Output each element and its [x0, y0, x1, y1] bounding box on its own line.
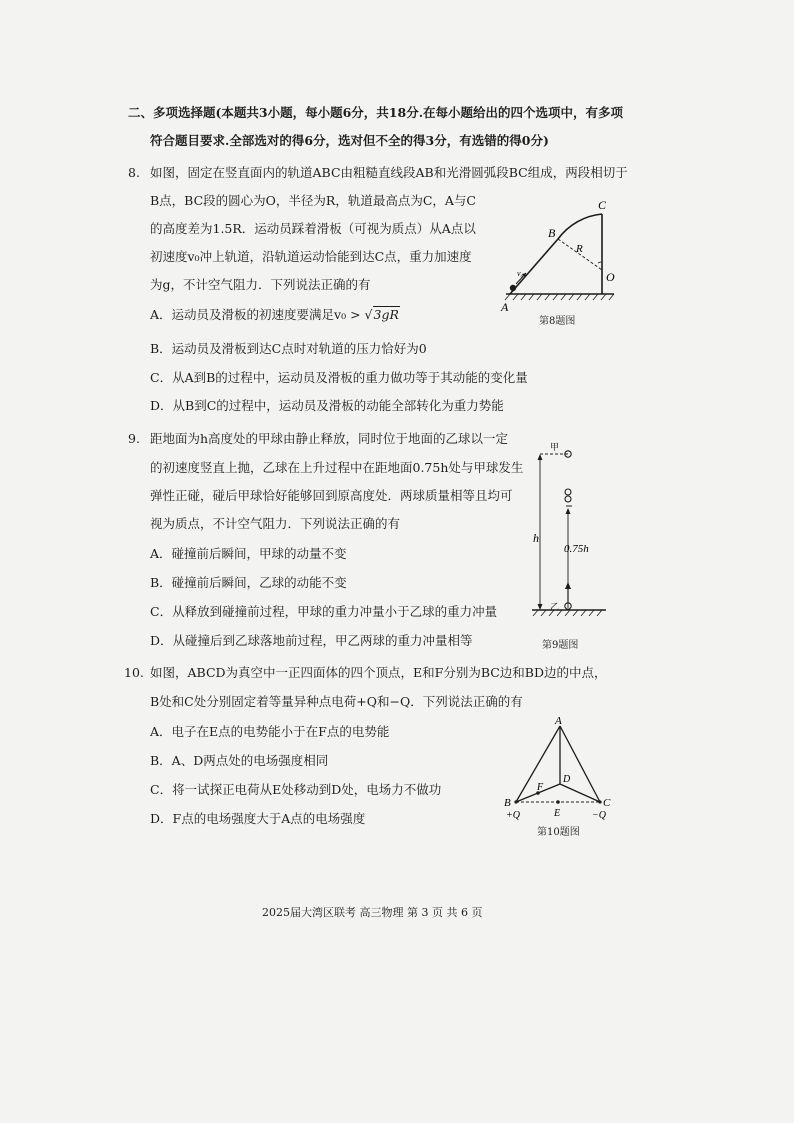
q9-figure	[528, 440, 618, 620]
q8-number: 8.	[128, 165, 140, 180]
q10-option-b: B．A、D两点处的电场强度相同	[150, 753, 329, 768]
q9-label-jia: 甲	[550, 442, 560, 452]
q10-option-a: A．电子在E点的电势能小于在F点的电势能	[150, 724, 390, 739]
q10-label-d: D	[563, 774, 571, 785]
q9-ground-hatch	[533, 610, 602, 616]
q9-figure-caption: 第9题图	[542, 640, 579, 651]
q8-stem-line4: 初速度v₀冲上轨道，沿轨道运动恰能到达C点，重力加速度	[150, 249, 472, 264]
q10-label-a: A	[555, 716, 562, 727]
q8-label-a: A	[501, 300, 509, 314]
q9-yi-arrowhead	[565, 582, 571, 589]
q8-label-c: C	[598, 198, 607, 212]
q9-option-a: A．碰撞前后瞬间，甲球的动量不变	[150, 546, 347, 561]
q8-track-bc	[558, 214, 602, 239]
section-title-line1: 二、多项选择题(本题共3小题，每小题6分，共18分.在每小题给出的四个选项中，有多项	[128, 105, 624, 120]
q9-075h-arrow-top	[566, 508, 571, 514]
q10-label-c: C	[603, 797, 611, 809]
q10-edge-ac	[560, 726, 600, 802]
q10-label-b: B	[504, 797, 511, 809]
q8-stem-line5: 为g，不计空气阻力．下列说法正确的有	[150, 277, 371, 292]
q10-option-c: C．将一试探正电荷从E处移动到D处，电场力不做功	[150, 782, 442, 797]
q8-option-b: B．运动员及滑板到达C点时对轨道的压力恰好为0	[150, 341, 427, 356]
q10-edge-dc	[560, 784, 600, 802]
q8-figure	[496, 196, 626, 318]
q10-figure	[500, 716, 620, 824]
q8-option-a	[150, 306, 400, 324]
q10-option-d: D．F点的电场强度大于A点的电场强度	[150, 811, 366, 826]
q8-option-c: C．从A到B的过程中，运动员及滑板的重力做功等于其动能的变化量	[150, 370, 528, 385]
q9-collision-ball-upper	[565, 489, 571, 495]
q8-label-o: O	[606, 270, 615, 284]
q9-number: 9.	[128, 431, 140, 446]
q9-h-arrow-top	[538, 454, 543, 460]
q10-number: 10.	[124, 665, 144, 680]
q8-stem-line1: 如图，固定在竖直面内的轨道ABC由粗糙直线段AB和光滑圆弧段BC组成，两段相切于	[150, 165, 628, 180]
q8-track-ab	[510, 239, 558, 294]
q10-label-f: F	[537, 782, 544, 793]
q8-option-a-text: A．运动员及滑板的初速度要满足v₀ >	[150, 307, 365, 322]
q9-stem-line3: 弹性正碰，碰后甲球恰好能够回到原高度处．两球质量相等且均可	[150, 488, 513, 503]
q10-point-e	[556, 800, 560, 804]
q8-skier	[510, 285, 516, 291]
q9-stem-line1: 距地面为h高度处的甲球由静止释放，同时位于地面的乙球以一定	[150, 431, 509, 446]
q10-figure-caption: 第10题图	[537, 827, 580, 838]
q8-figure-caption: 第8题图	[539, 316, 576, 327]
q8-option-d: D．从B到C的过程中，运动员及滑板的动能全部转化为重力势能	[150, 398, 504, 413]
q9-label-075h: 0.75h	[564, 543, 589, 555]
q10-point-c	[598, 800, 601, 803]
q9-label-yi: 乙	[550, 602, 560, 612]
section-title-line2: 符合题目要求.全部选对的得6分，选对但不全的得3分，有选错的得0分)	[150, 133, 549, 148]
q9-label-h: h	[533, 531, 539, 545]
q9-stem-line2: 的初速度竖直上抛，乙球在上升过程中在距地面0.75h处与甲球发生	[150, 460, 524, 475]
q9-option-d: D．从碰撞后到乙球落地前过程，甲乙两球的重力冲量相等	[150, 633, 473, 648]
q9-option-c: C．从释放到碰撞前过程，甲球的重力冲量小于乙球的重力冲量	[150, 604, 498, 619]
q10-stem-line2: B处和C处分别固定着等量异种点电荷+Q和−Q．下列说法正确的有	[150, 694, 523, 709]
q8-ground-hatch	[505, 294, 614, 300]
q9-h-arrow-bottom	[538, 604, 543, 610]
q8-option-a-sqrt: √3gR	[364, 307, 399, 322]
q10-stem-line1: 如图，ABCD为真空中一正四面体的四个顶点，E和F分别为BC边和BD边的中点，	[150, 665, 607, 680]
q10-label-e: E	[554, 808, 561, 819]
q9-option-b: B．碰撞前后瞬间，乙球的动能不变	[150, 575, 347, 590]
q8-stem-line2: B点，BC段的圆心为O，半径为R，轨道最高点为C，A与C	[150, 193, 476, 208]
q10-label-minusq: −Q	[592, 810, 606, 821]
q8-label-v0: v₀	[517, 269, 524, 278]
q8-stem-line3: 的高度差为1.5R．运动员踩着滑板（可视为质点）从A点以	[150, 221, 476, 236]
q10-label-plusq: +Q	[506, 810, 520, 821]
q10-point-b	[514, 800, 517, 803]
page-footer: 2025届大湾区联考 高三物理 第 3 页 共 6 页	[262, 906, 483, 919]
q9-collision-ball-lower	[565, 496, 571, 502]
q9-stem-line4: 视为质点，不计空气阻力．下列说法正确的有	[150, 516, 401, 531]
q8-label-r: R	[576, 243, 583, 255]
q8-label-b: B	[548, 226, 556, 240]
